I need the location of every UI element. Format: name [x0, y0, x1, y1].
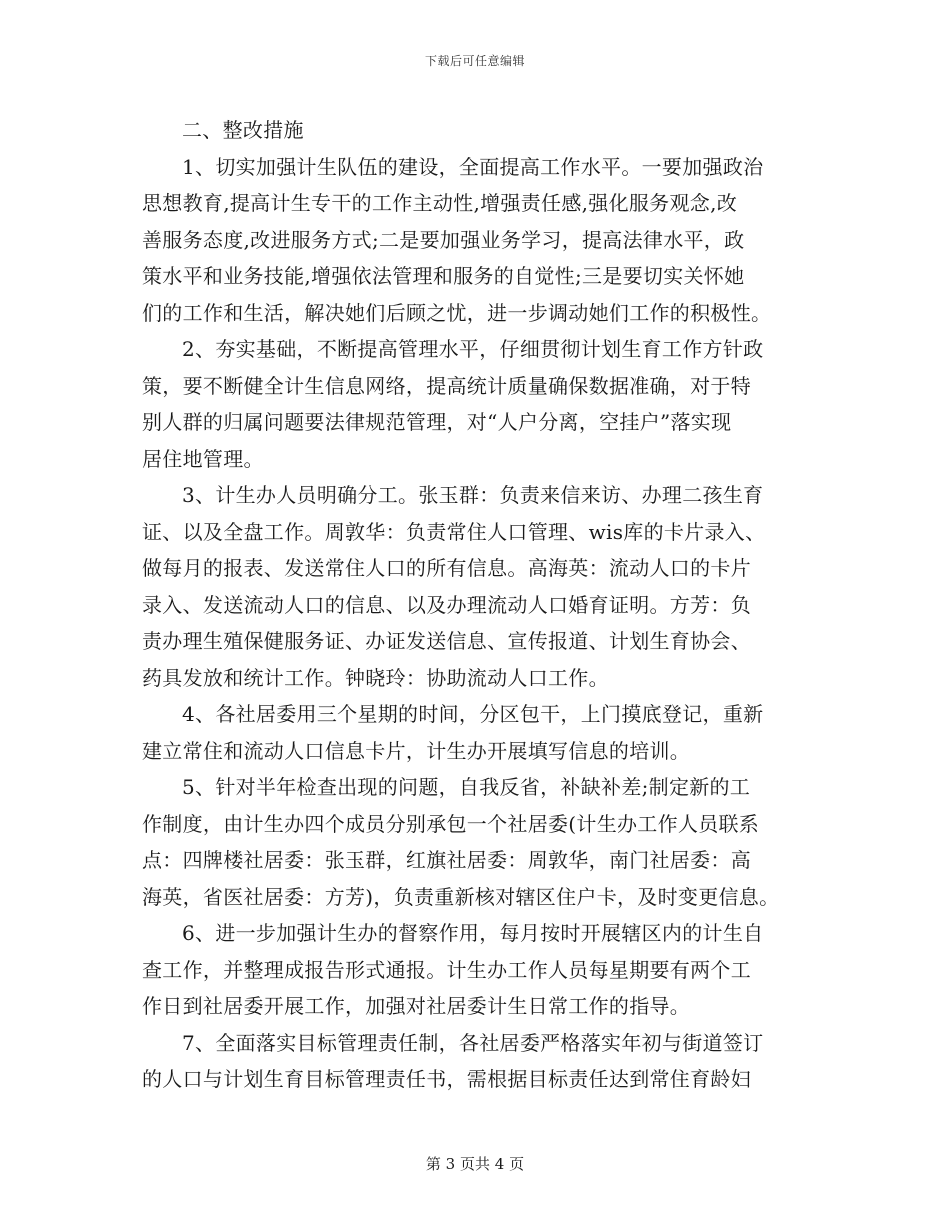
text-line: 查工作，并整理成报告形式通报。计生办工作人员每星期要有两个工: [142, 957, 751, 982]
text-line: 录入、发送流动人口的信息、以及办理流动人口婚育证明。方芳：负: [142, 592, 751, 617]
document-body: [142, 112, 822, 1098]
text-line: 药具发放和统计工作。钟晓玲：协助流动人口工作。: [142, 665, 609, 690]
text-line: 作制度，由计生办四个成员分别承包一个社居委(计生办工作人员联系: [142, 811, 760, 836]
text-line: 作日到社居委开展工作，加强对社居委计生日常工作的指导。: [142, 994, 691, 1018]
text-line: 2、夯实基础，不断提高管理水平，仔细贯彻计划生育工作方针政: [182, 337, 764, 361]
text-line: 思想教育,提高计生专干的工作主动性,增强责任感,强化服务观念,改: [142, 191, 738, 215]
text-line: 做每月的报表、发送常住人口的所有信息。高海英：流动人口的卡片: [142, 556, 751, 580]
text-line: 4、各社居委用三个星期的时间，分区包干，上门摸底登记，重新: [182, 702, 764, 726]
text-line: 们的工作和生活，解决她们后顾之忧，进一步调动她们工作的积极性。: [142, 300, 772, 325]
text-line: 善服务态度,改进服务方式;二是要加强业务学习，提高法律水平，政: [142, 227, 745, 252]
text-line: 策，要不断健全计生信息网络，提高统计质量确保数据准确，对于特: [142, 373, 751, 398]
page-number: 第 3 页共 4 页: [425, 1155, 525, 1173]
page-header-note: 下载后可任意编辑: [424, 54, 525, 68]
text-line: 居住地管理。: [142, 446, 264, 471]
text-line: 6、进一步加强计生办的督察作用，每月按时开展辖区内的计生自: [182, 921, 764, 945]
text-line: 1、切实加强计生队伍的建设，全面提高工作水平。一要加强政治: [182, 154, 764, 179]
text-line: 7、全面落实目标管理责任制，各社居委严格落实年初与街道签订: [182, 1030, 764, 1055]
text-line: 责办理生殖保健服务证、办证发送信息、宣传报道、计划生育协会、: [142, 629, 751, 653]
text-line: 证、以及全盘工作。周敦华：负责常住人口管理、wis库的卡片录入、: [142, 519, 766, 544]
text-line: 海英，省医社居委：方芳)，负责重新核对辖区住户卡，及时变更信息。: [142, 884, 780, 909]
text-line: 策水平和业务技能,增强依法管理和服务的自觉性;三是要切实关怀她: [142, 264, 745, 288]
text-line: 3、计生办人员明确分工。张玉群：负责来信来访、办理二孩生育: [182, 483, 764, 507]
text-line: 建立常住和流动人口信息卡片，计生办开展填写信息的培训。: [142, 738, 691, 763]
text-line: 二、整改措施: [182, 118, 304, 142]
text-line: 的人口与计划生育目标管理责任书，需根据目标责任达到常住育龄妇: [142, 1067, 751, 1091]
text-line: 别人群的归属问题要法律规范管理，对“人户分离，空挂户”落实现: [142, 410, 732, 434]
text-line: 点：四牌楼社居委：张玉群，红旗社居委：周敦华，南门社居委：高: [142, 848, 751, 872]
text-line: 5、针对半年检查出现的问题，自我反省，补缺补差;制定新的工: [182, 775, 751, 799]
